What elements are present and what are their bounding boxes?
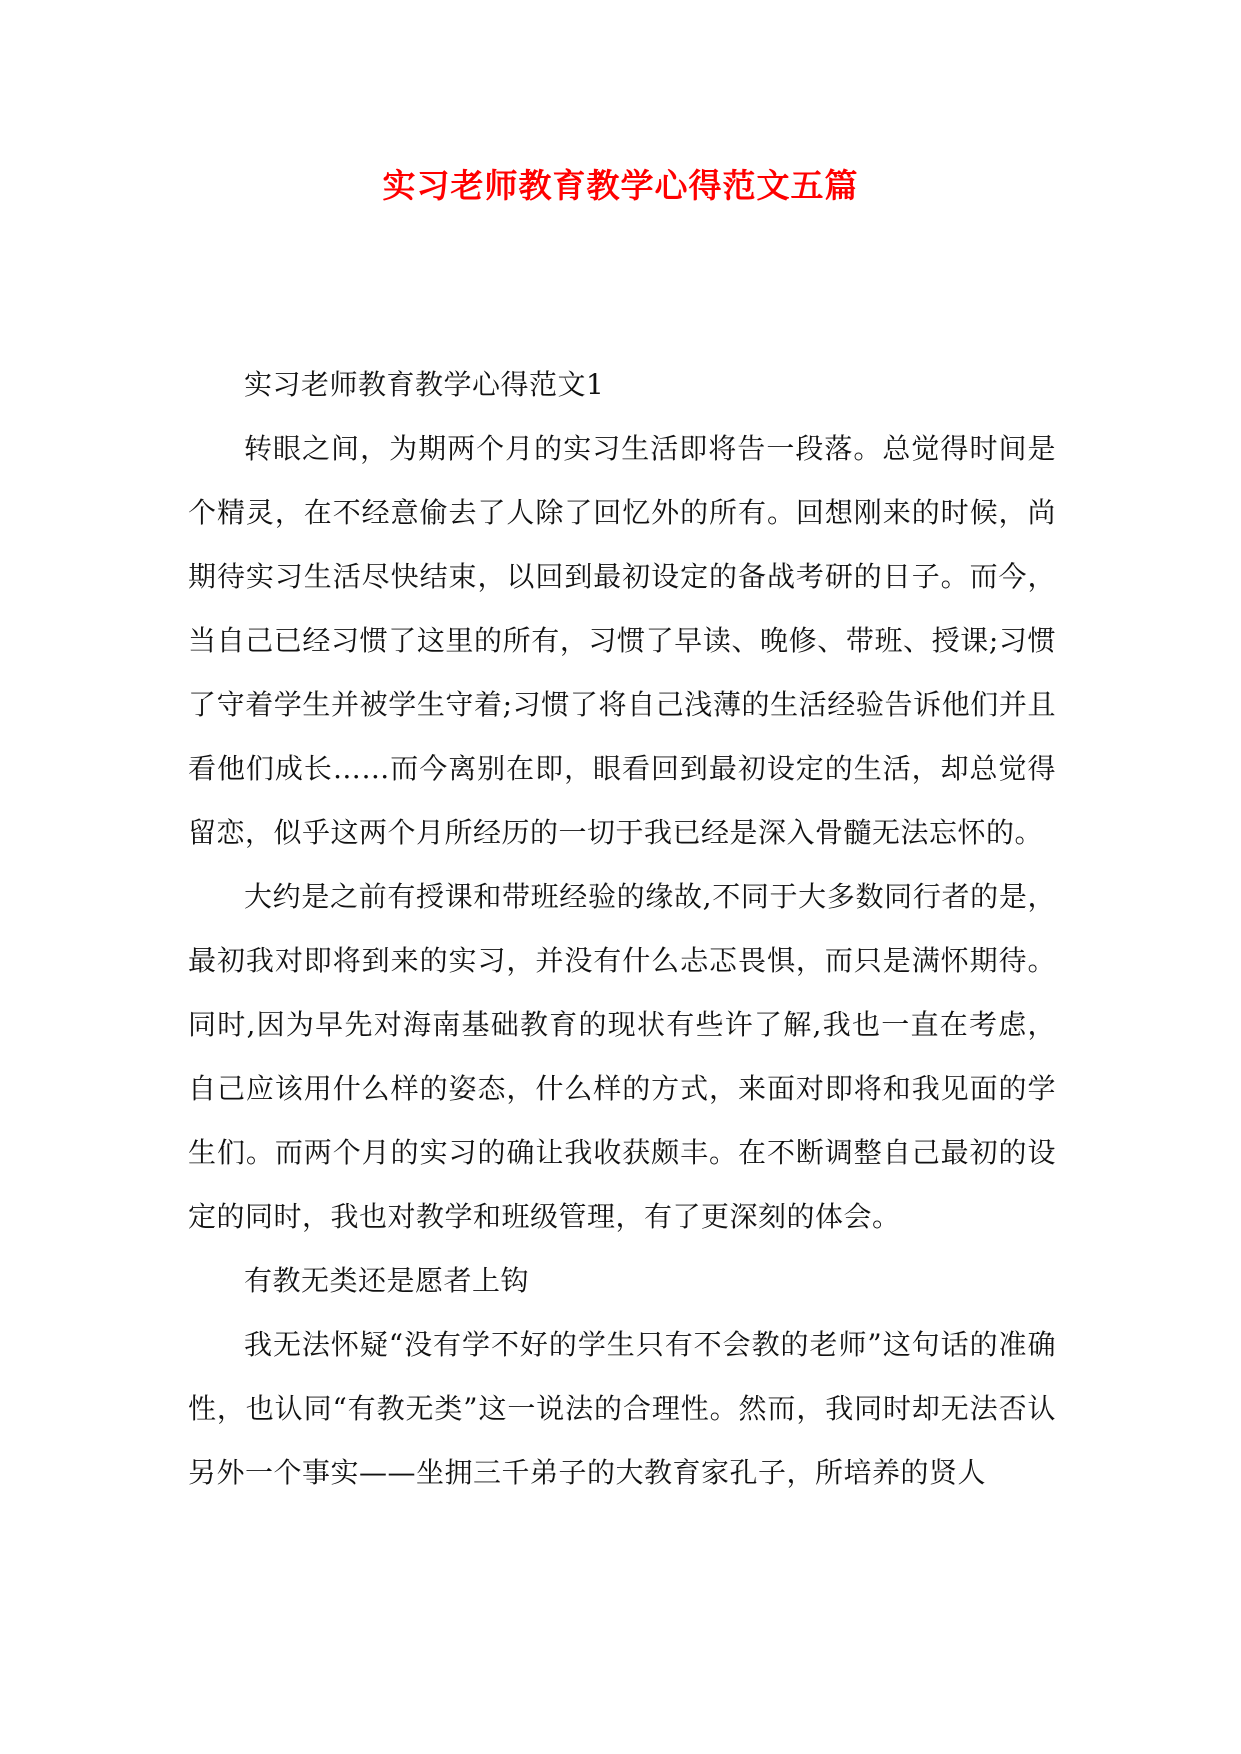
paragraph-1: 转眼之间，为期两个月的实习生活即将告一段落。总觉得时间是个精灵，在不经意偷去了人除了回忆外的所有。回想刚来的时候，尚期待实习生活尽快结束，以回到最初设定的备战考研的日子。而今，当自己已经习惯了这里的所有，习惯了早读、晚修、带班、授课;习惯了守着学生并被学生守着;习惯了将自己浅薄的生活经验告诉他们并且看他们成长……而今离别在即，眼看回到最初设定的生活，却总觉得留恋，似乎这两个月所经历的一切于我已经是深入骨髓无法忘怀的。 [188, 432, 1056, 849]
document-body [188, 353, 1056, 1505]
document-title: 实习老师教育教学心得范文五篇 [382, 166, 859, 205]
section-paragraph: 我无法怀疑“没有学不好的学生只有不会教的老师”这句话的准确性，也认同“有教无类”这一说法的合理性。然而，我同时却无法否认另外一个事实——坐拥三千弟子的大教育家孔子，所培养的贤人 [188, 1328, 1056, 1489]
section-heading: 有教无类还是愿者上钩 [244, 1264, 530, 1297]
paragraph-2: 大约是之前有授课和带班经验的缘故,不同于大多数同行者的是，最初我对即将到来的实习，并没有什么忐忑畏惧，而只是满怀期待。同时,因为早先对海南基础教育的现状有些许了解,我也一直在考虑，自己应该用什么样的姿态，什么样的方式，来面对即将和我见面的学生们。而两个月的实习的确让我收获颇丰。在不断调整自己最初的设定的同时，我也对教学和班级管理，有了更深刻的体会。 [188, 880, 1056, 1233]
essay-subtitle: 实习老师教育教学心得范文1 [244, 368, 605, 401]
